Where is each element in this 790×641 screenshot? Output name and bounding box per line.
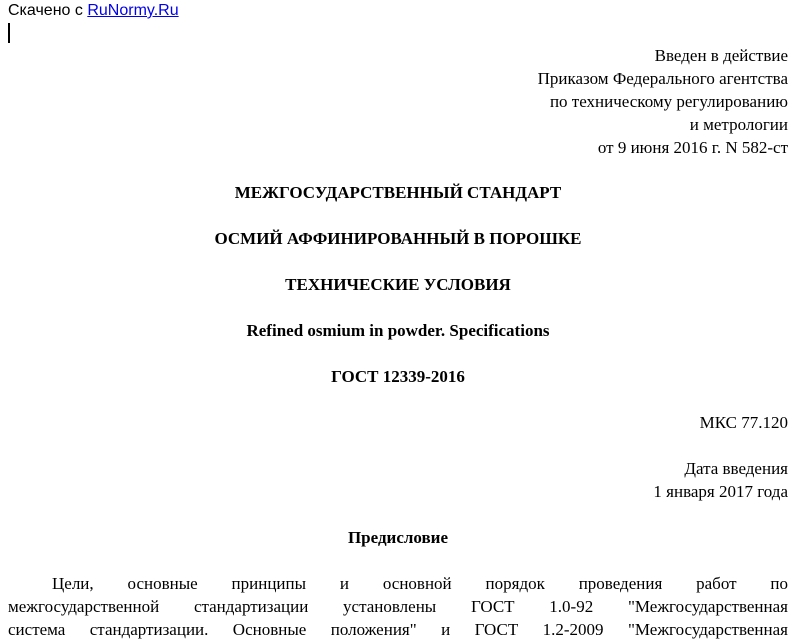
enactment-block — [8, 44, 788, 159]
preface-paragraph — [8, 572, 788, 641]
standard-name-heading: ОСМИЙ АФФИНИРОВАННЫЙ В ПОРОШКЕ — [214, 229, 582, 248]
enactment-line: от 9 июня 2016 г. N 582-ст — [597, 138, 788, 157]
download-source-prefix: Скачено с — [8, 2, 83, 19]
paragraph-line: межгосударственной стандартизации установлены ГОСТ 1.0-92 "Межгосударственная — [8, 597, 788, 616]
standard-code: ГОСТ 12339-2016 — [331, 367, 465, 386]
enactment-line: Приказом Федерального агентства — [537, 69, 788, 88]
paragraph-line: система стандартизации. Основные положения" и ГОСТ 1.2-2009 "Межгосударственная — [8, 620, 788, 639]
introduction-date-block — [8, 457, 788, 503]
standard-type-heading: МЕЖГОСУДАРСТВЕННЫЙ СТАНДАРТ — [234, 183, 562, 202]
paragraph-line: Цели, основные принципы и основной порядок проведения работ по — [52, 574, 788, 593]
download-source — [8, 1, 179, 21]
text-cursor — [8, 23, 10, 43]
enactment-line: Введен в действие — [654, 46, 788, 65]
preface-heading: Предисловие — [347, 528, 449, 547]
runormy-link[interactable]: RuNormy.Ru — [87, 2, 179, 19]
mks-code: МКС 77.120 — [699, 413, 788, 432]
standard-name-english: Refined osmium in powder. Specifications — [246, 321, 550, 340]
enactment-line: по техническому регулированию — [549, 92, 788, 111]
document-body — [8, 44, 788, 641]
introduction-date-label: Дата введения — [684, 459, 788, 478]
standard-subtitle-heading: ТЕХНИЧЕСКИЕ УСЛОВИЯ — [285, 275, 511, 294]
introduction-date-value: 1 января 2017 года — [653, 482, 788, 501]
enactment-line: и метрологии — [689, 115, 788, 134]
